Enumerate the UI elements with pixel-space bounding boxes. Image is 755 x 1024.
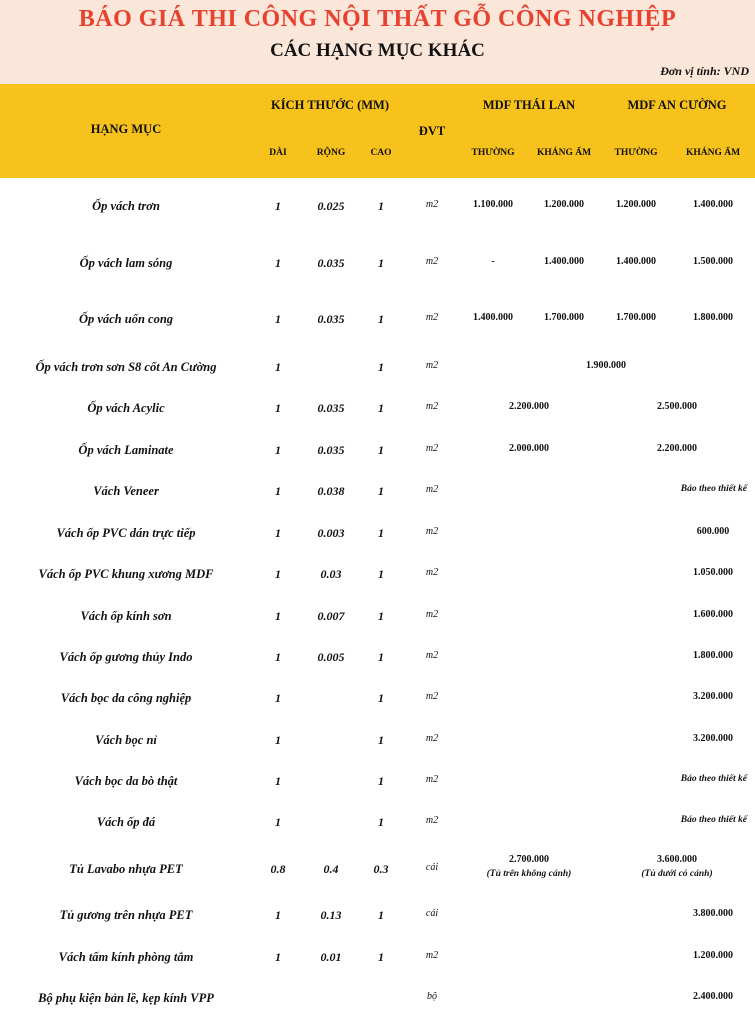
unit-label: Đơn vị tính: VND xyxy=(660,64,749,78)
row-height: 1 xyxy=(378,484,384,498)
row-length: 1 xyxy=(275,691,281,705)
price-thai-moisture: 1.400.000 xyxy=(544,256,584,267)
row-item-name: Vách bọc da công nghiệp xyxy=(60,691,192,705)
page-title: BÁO GIÁ THI CÔNG NỘI THẤT GỖ CÔNG NGHIỆP xyxy=(78,6,677,32)
row-item-name: Vách ốp đá xyxy=(96,815,156,829)
row-width: 0.007 xyxy=(317,609,345,623)
row-height: 1 xyxy=(378,401,384,415)
row-length: 1 xyxy=(275,908,281,922)
row-unit: cái xyxy=(425,908,439,919)
price-mdf-an-cuong: 2.200.000 xyxy=(657,443,697,454)
row-width: 0.035 xyxy=(317,443,345,457)
row-length: 1 xyxy=(275,650,281,664)
row-length: 1 xyxy=(275,199,281,213)
row-height: 1 xyxy=(378,950,384,964)
table-header xyxy=(0,84,755,178)
price-note: Báo theo thiết kế xyxy=(680,815,747,825)
row-length: 1 xyxy=(275,774,281,788)
row-length: 1 xyxy=(275,733,281,747)
row-height: 1 xyxy=(378,650,384,664)
price-mdf-an-cuong: 3.600.000 xyxy=(657,854,697,865)
row-height: 1 xyxy=(378,567,384,581)
row-unit: bộ xyxy=(427,991,437,1002)
row-item-name: Ốp vách trơn sơn S8 cốt An Cường xyxy=(35,360,217,374)
row-height: 0.3 xyxy=(373,862,389,876)
price-an-cuong-moisture: 1.200.000 xyxy=(693,950,733,961)
col-dimensions: KÍCH THƯỚC (MM) xyxy=(270,98,390,112)
row-length: 1 xyxy=(275,401,281,415)
row-width: 0.025 xyxy=(317,199,345,213)
col-standard-an-cuong: THƯỜNG xyxy=(614,148,658,158)
row-item-name: Vách ốp PVC dán trực tiếp xyxy=(56,526,196,540)
row-height: 1 xyxy=(378,815,384,829)
price-mdf-an-cuong: 2.500.000 xyxy=(657,401,697,412)
row-width: 0.01 xyxy=(320,950,342,964)
row-height: 1 xyxy=(378,443,384,457)
row-height: 1 xyxy=(378,360,384,374)
row-width: 0.035 xyxy=(317,401,345,415)
row-item-name: Ốp vách trơn xyxy=(92,199,160,213)
price-mdf-thai-lan: 2.000.000 xyxy=(509,443,549,454)
row-length: 0.8 xyxy=(270,862,286,876)
price-an-cuong-moisture: 3.800.000 xyxy=(693,908,733,919)
price-all: 1.900.000 xyxy=(586,360,626,371)
col-moisture-thai: KHÁNG ẨM xyxy=(536,148,592,158)
price-an-cuong-moisture: 1.500.000 xyxy=(693,256,733,267)
row-unit: m2 xyxy=(425,199,439,210)
price-an-cuong-moisture: 1.400.000 xyxy=(693,199,733,210)
row-length: 1 xyxy=(275,484,281,498)
row-length: 1 xyxy=(275,815,281,829)
price-mdf-thai-lan: 2.700.000 xyxy=(509,854,549,865)
row-length: 1 xyxy=(275,950,281,964)
row-height: 1 xyxy=(378,908,384,922)
row-length: 1 xyxy=(275,360,281,374)
price-an-cuong-moisture: 1.600.000 xyxy=(693,609,733,620)
row-item-name: Ốp vách uốn cong xyxy=(78,312,174,326)
row-item-name: Vách tấm kính phòng tắm xyxy=(58,950,194,964)
row-width: 0.4 xyxy=(323,862,339,876)
row-height: 1 xyxy=(378,609,384,623)
row-unit: m2 xyxy=(425,484,439,495)
row-item-name: Ốp vách Laminate xyxy=(78,443,174,457)
row-unit: m2 xyxy=(425,691,439,702)
row-unit: m2 xyxy=(425,443,439,454)
row-unit: m2 xyxy=(425,256,439,267)
price-note: Báo theo thiết kế xyxy=(680,774,747,784)
price-thai-standard: 1.100.000 xyxy=(473,199,513,210)
row-height: 1 xyxy=(378,199,384,213)
col-mdf-thai-lan: MDF THÁI LAN xyxy=(482,98,576,112)
col-item: HẠNG MỤC xyxy=(90,122,162,136)
row-length: 1 xyxy=(275,312,281,326)
row-height: 1 xyxy=(378,691,384,705)
price-thai-standard: - xyxy=(491,256,495,267)
price-note: Báo theo thiết kế xyxy=(680,484,747,494)
price-an-cuong-standard: 1.200.000 xyxy=(616,199,656,210)
row-length: 1 xyxy=(275,443,281,457)
price-an-cuong-moisture: 600.000 xyxy=(696,526,730,537)
price-an-cuong-moisture: 3.200.000 xyxy=(693,733,733,744)
price-an-cuong-moisture: 2.400.000 xyxy=(693,991,733,1002)
row-width: 0.038 xyxy=(317,484,345,498)
row-height: 1 xyxy=(378,312,384,326)
row-width: 0.13 xyxy=(320,908,342,922)
row-unit: m2 xyxy=(425,815,439,826)
row-unit: m2 xyxy=(425,950,439,961)
row-item-name: Vách ốp kính sơn xyxy=(80,609,172,623)
row-unit: m2 xyxy=(425,526,439,537)
price-an-cuong-standard: 1.400.000 xyxy=(616,256,656,267)
row-length: 1 xyxy=(275,526,281,540)
row-width: 0.003 xyxy=(317,526,345,540)
row-width: 0.03 xyxy=(320,567,342,581)
col-length: DÀI xyxy=(269,148,287,158)
col-width: RỘNG xyxy=(316,148,346,158)
row-item-name: Vách bọc nỉ xyxy=(95,733,157,747)
price-thai-standard: 1.400.000 xyxy=(473,312,513,323)
col-height: CAO xyxy=(370,148,392,158)
row-item-name: Vách ốp PVC khung xương MDF xyxy=(38,567,214,581)
row-height: 1 xyxy=(378,774,384,788)
price-mdf-thai-lan: 2.200.000 xyxy=(509,401,549,412)
price-an-cuong-moisture: 1.800.000 xyxy=(693,312,733,323)
row-item-name: Ốp vách Acylic xyxy=(87,401,165,415)
row-unit: m2 xyxy=(425,312,439,323)
price-thai-moisture: 1.200.000 xyxy=(544,199,584,210)
price-an-cuong-moisture: 1.050.000 xyxy=(693,567,733,578)
row-item-name: Tủ Lavabo nhựa PET xyxy=(69,862,183,876)
row-unit: m2 xyxy=(425,567,439,578)
row-item-name: Bộ phụ kiện bản lề, kẹp kính VPP xyxy=(38,991,214,1005)
row-item-name: Ốp vách lam sóng xyxy=(79,256,173,270)
col-mdf-an-cuong: MDF AN CƯỜNG xyxy=(627,98,727,112)
price-an-cuong-moisture: 3.200.000 xyxy=(693,691,733,702)
row-width: 0.005 xyxy=(317,650,345,664)
row-length: 1 xyxy=(275,256,281,270)
row-unit: m2 xyxy=(425,360,439,371)
row-item-name: Tủ gương trên nhựa PET xyxy=(59,908,193,922)
price-an-cuong-standard: 1.700.000 xyxy=(616,312,656,323)
row-item-name: Vách ốp gương thủy Indo xyxy=(59,650,193,664)
row-unit: m2 xyxy=(425,733,439,744)
page-subtitle: CÁC HẠNG MỤC KHÁC xyxy=(270,40,485,61)
row-length: 1 xyxy=(275,609,281,623)
row-item-name: Vách bọc da bò thật xyxy=(74,774,178,788)
row-unit: m2 xyxy=(425,774,439,785)
price-mdf-thai-lan-note: (Tủ trên không cánh) xyxy=(486,869,572,879)
row-height: 1 xyxy=(378,526,384,540)
row-width: 0.035 xyxy=(317,312,345,326)
col-unit: ĐVT xyxy=(418,124,446,138)
row-height: 1 xyxy=(378,256,384,270)
col-moisture-an-cuong: KHÁNG ẨM xyxy=(685,148,741,158)
price-an-cuong-moisture: 1.800.000 xyxy=(693,650,733,661)
row-item-name: Vách Veneer xyxy=(93,484,159,498)
row-length: 1 xyxy=(275,567,281,581)
row-height: 1 xyxy=(378,733,384,747)
row-unit: cái xyxy=(425,862,439,873)
price-mdf-an-cuong-note: (Tủ dưới có cánh) xyxy=(641,869,713,879)
row-unit: m2 xyxy=(425,609,439,620)
row-unit: m2 xyxy=(425,650,439,661)
price-thai-moisture: 1.700.000 xyxy=(544,312,584,323)
row-width: 0.035 xyxy=(317,256,345,270)
col-standard-thai: THƯỜNG xyxy=(471,148,515,158)
row-unit: m2 xyxy=(425,401,439,412)
